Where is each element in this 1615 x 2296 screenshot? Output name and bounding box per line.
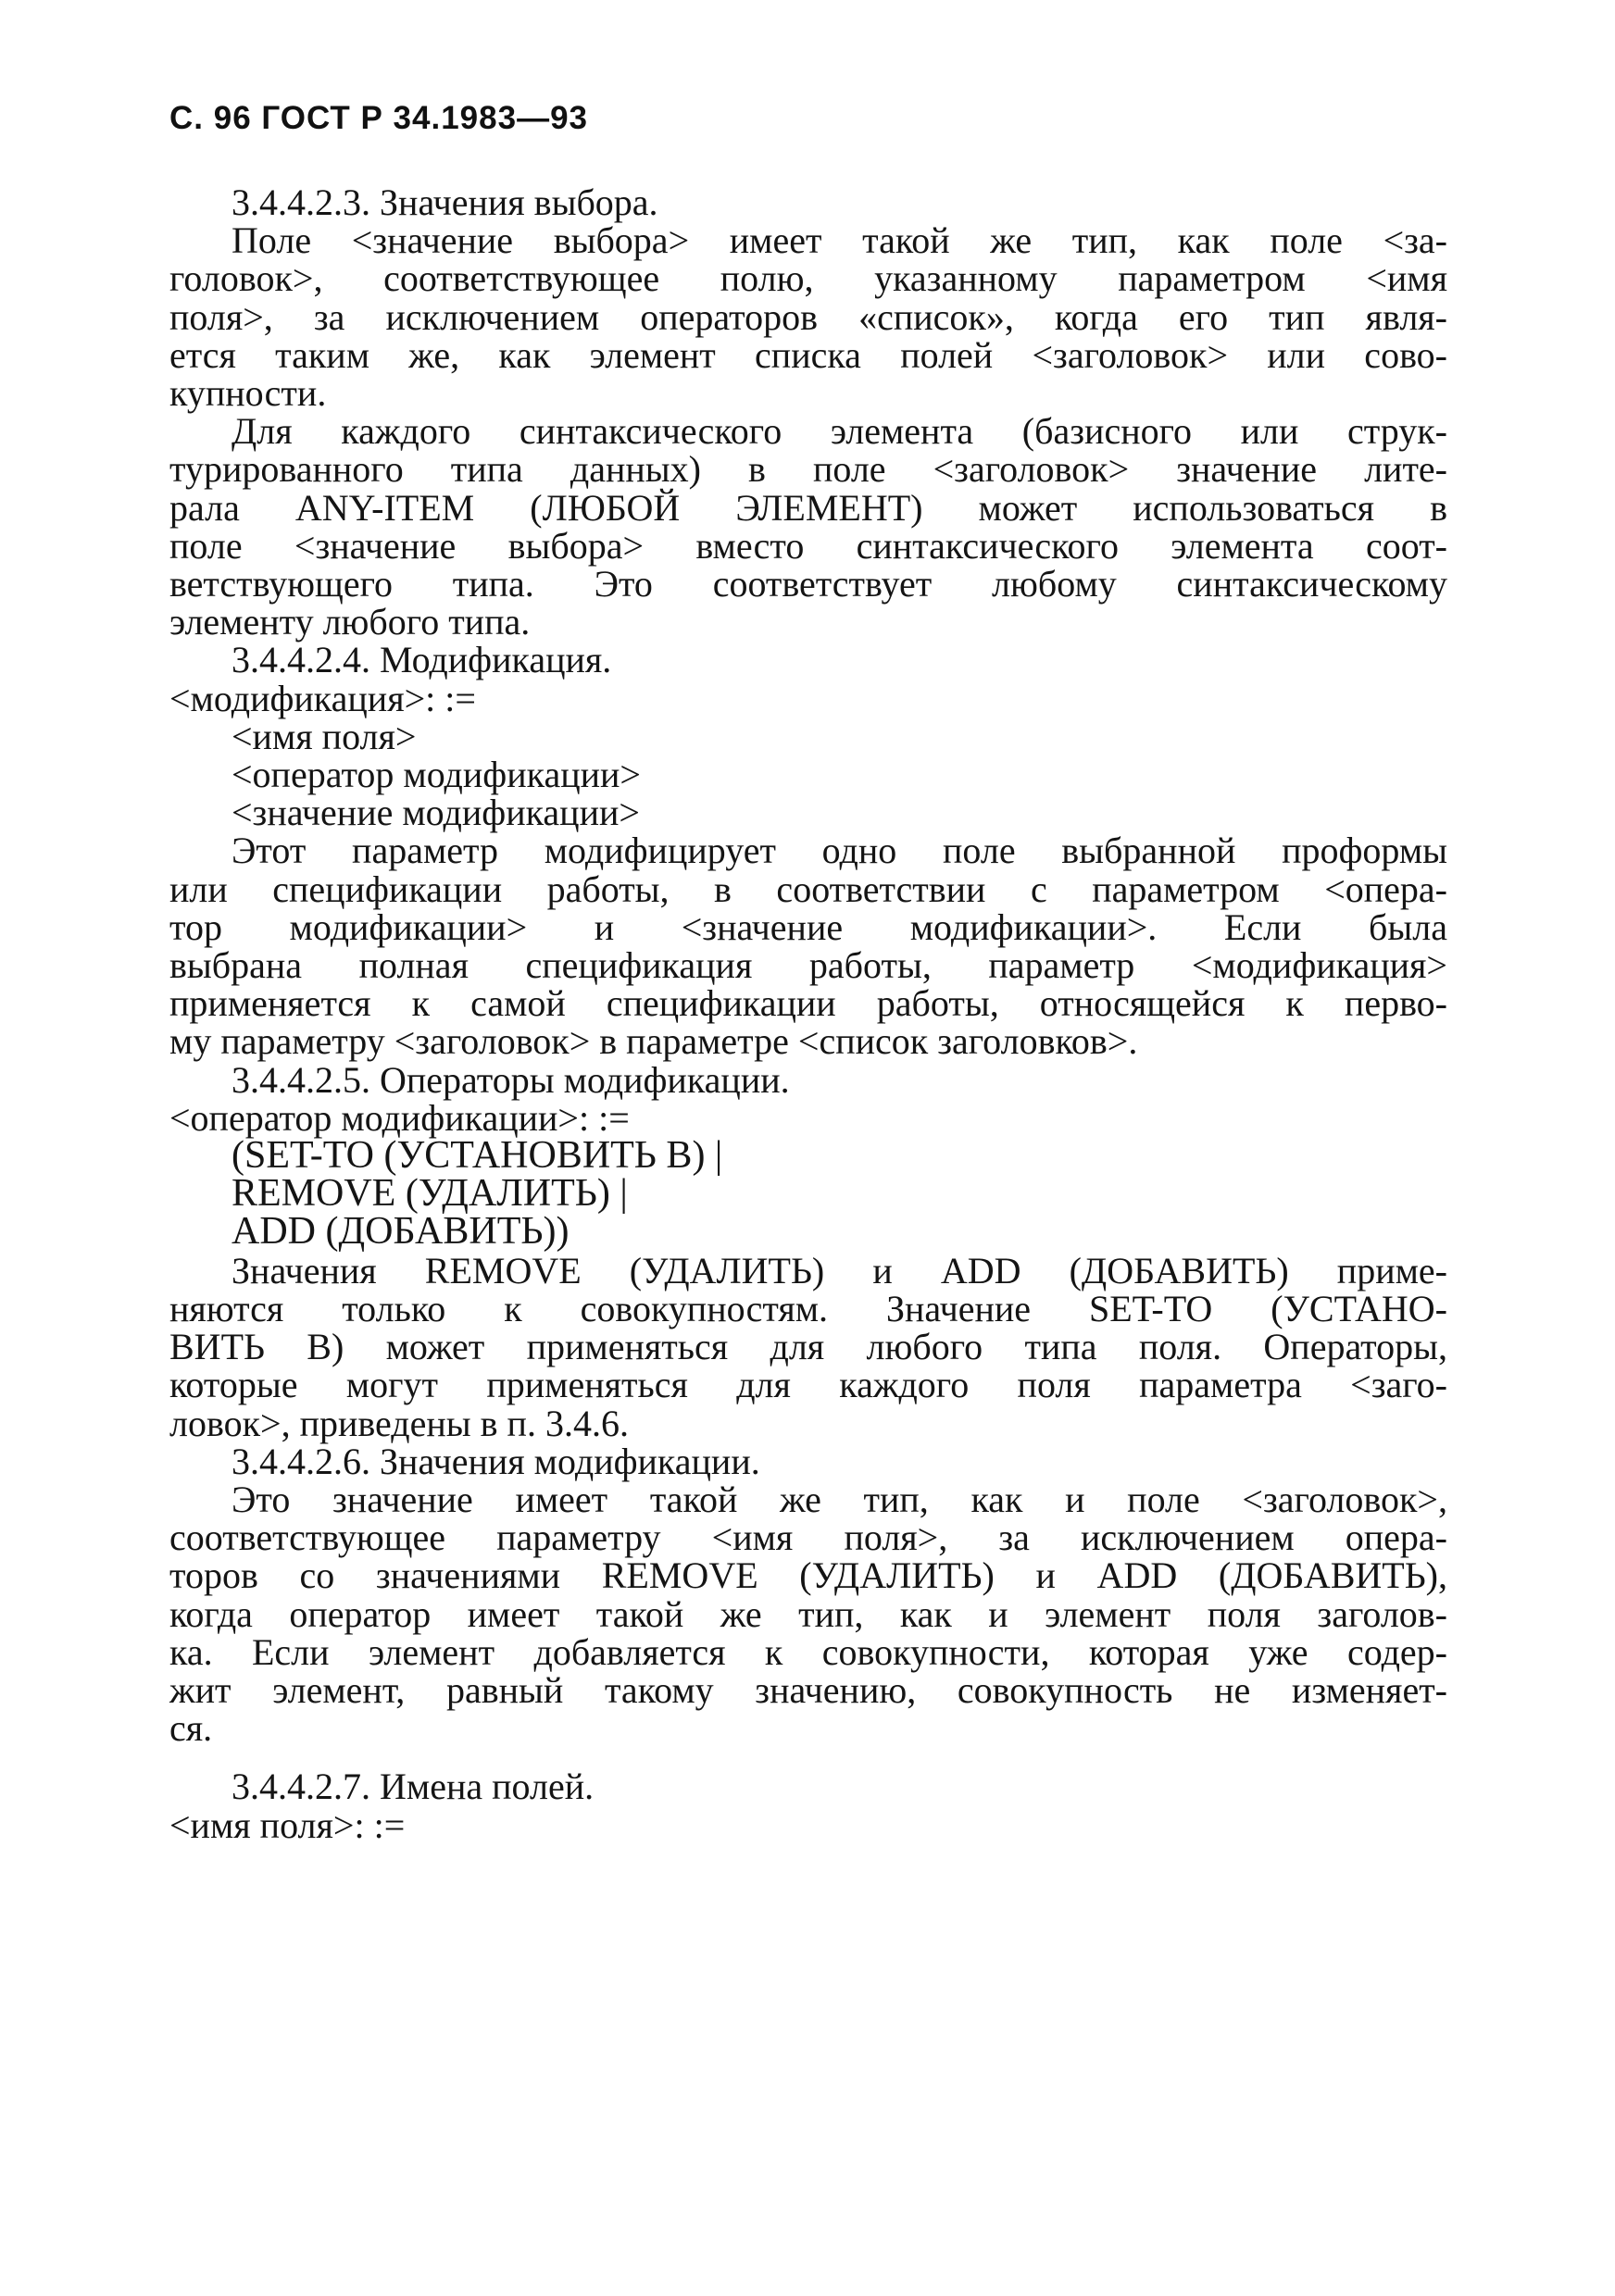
grammar-line: REMOVE (УДАЛИТЬ) | bbox=[232, 1172, 628, 1216]
text-line: няются только к совокупностям. Значение SET-TO (УСТАНО- bbox=[169, 1287, 1447, 1329]
text-line: ветствующего типа. Это соответствует любому синтаксическому bbox=[169, 563, 1447, 605]
section-heading: 3.4.4.2.4. Модификация. bbox=[232, 639, 612, 681]
text-line: элементу любого типа. bbox=[169, 601, 531, 643]
text-line: рала ANY-ITEM (ЛЮБОЙ ЭЛЕМЕНТ) может использоваться в bbox=[169, 486, 1447, 529]
grammar-line: (SET-TO (УСТАНОВИТЬ В) | bbox=[232, 1134, 723, 1178]
grammar-line: <оператор модификации>: := bbox=[169, 1096, 630, 1139]
grammar-line: <оператор модификации> bbox=[232, 754, 641, 796]
text-line: турированного типа данных) в поле <заголовок> значение лите- bbox=[169, 448, 1447, 491]
text-line: купности. bbox=[169, 372, 327, 415]
text-line: когда оператор имеет такой же тип, как и элемент поля заголов- bbox=[169, 1592, 1447, 1635]
text-line: ловок>, приведены в п. 3.4.6. bbox=[169, 1402, 629, 1444]
paragraph-gap bbox=[169, 1747, 1447, 1767]
text-line: выбрана полная спецификация работы, параметр <модификация> bbox=[169, 944, 1447, 987]
text-line: ка. Если элемент добавляется к совокупности, которая уже содер- bbox=[169, 1630, 1447, 1673]
text-line: головок>, соответствующее полю, указанному параметром <имя bbox=[169, 257, 1447, 300]
text-line: которые могут применяться для каждого поля параметра <заго- bbox=[169, 1364, 1447, 1406]
text-line: Поле <значение выбора> имеет такой же тип, как поле <за- bbox=[232, 219, 1447, 262]
text-line: ется таким же, как элемент списка полей <заголовок> или сово- bbox=[169, 333, 1447, 376]
text-line: ВИТЬ В) может применяться для любого типа поля. Операторы, bbox=[169, 1326, 1447, 1368]
text-line: или спецификации работы, в соответствии с параметром <опера- bbox=[169, 867, 1447, 910]
text-line: применяется к самой спецификации работы, относящейся к перво- bbox=[169, 982, 1447, 1025]
text-line: Это значение имеет такой же тип, как и поле <заголовок>, bbox=[232, 1478, 1447, 1520]
section-heading: 3.4.4.2.6. Значения модификации. bbox=[232, 1440, 760, 1482]
grammar-line: <модификация>: := bbox=[169, 677, 476, 719]
section-heading: 3.4.4.2.3. Значения выбора. bbox=[232, 181, 658, 223]
grammar-line: <имя поля> bbox=[232, 715, 417, 757]
page-header: С. 96 ГОСТ Р 34.1983—93 bbox=[169, 100, 589, 136]
grammar-line: <имя поля>: := bbox=[169, 1803, 406, 1846]
section-heading: 3.4.4.2.5. Операторы модификации. bbox=[232, 1058, 790, 1101]
text-line: торов со значениями REMOVE (УДАЛИТЬ) и ADD (ДОБАВИТЬ), bbox=[169, 1554, 1447, 1597]
text-line: поля>, за исключением операторов «список», когда его тип явля- bbox=[169, 295, 1447, 338]
grammar-line: <значение модификации> bbox=[232, 792, 640, 834]
text-line: Этот параметр модифицирует одно поле выбранной проформы bbox=[232, 830, 1447, 872]
text-line: жит элемент, равный такому значению, совокупность не изменяет- bbox=[169, 1668, 1447, 1711]
text-line: ся. bbox=[169, 1707, 213, 1750]
text-line: поле <значение выбора> вместо синтаксического элемента соот- bbox=[169, 524, 1447, 567]
section-heading: 3.4.4.2.7. Имена полей. bbox=[232, 1766, 595, 1808]
document-body bbox=[169, 183, 1447, 1844]
text-line: соответствующее параметру <имя поля>, за исключением опера- bbox=[169, 1516, 1447, 1559]
text-line: Значения REMOVE (УДАЛИТЬ) и ADD (ДОБАВИТЬ) приме- bbox=[232, 1249, 1447, 1292]
grammar-line: ADD (ДОБАВИТЬ)) bbox=[232, 1210, 570, 1254]
text-line: тор модификации> и <значение модификации>. Если была bbox=[169, 905, 1447, 948]
text-line: Для каждого синтаксического элемента (базисного или струк- bbox=[232, 410, 1447, 453]
text-line: му параметру <заголовок> в параметре <список заголовков>. bbox=[169, 1020, 1138, 1063]
